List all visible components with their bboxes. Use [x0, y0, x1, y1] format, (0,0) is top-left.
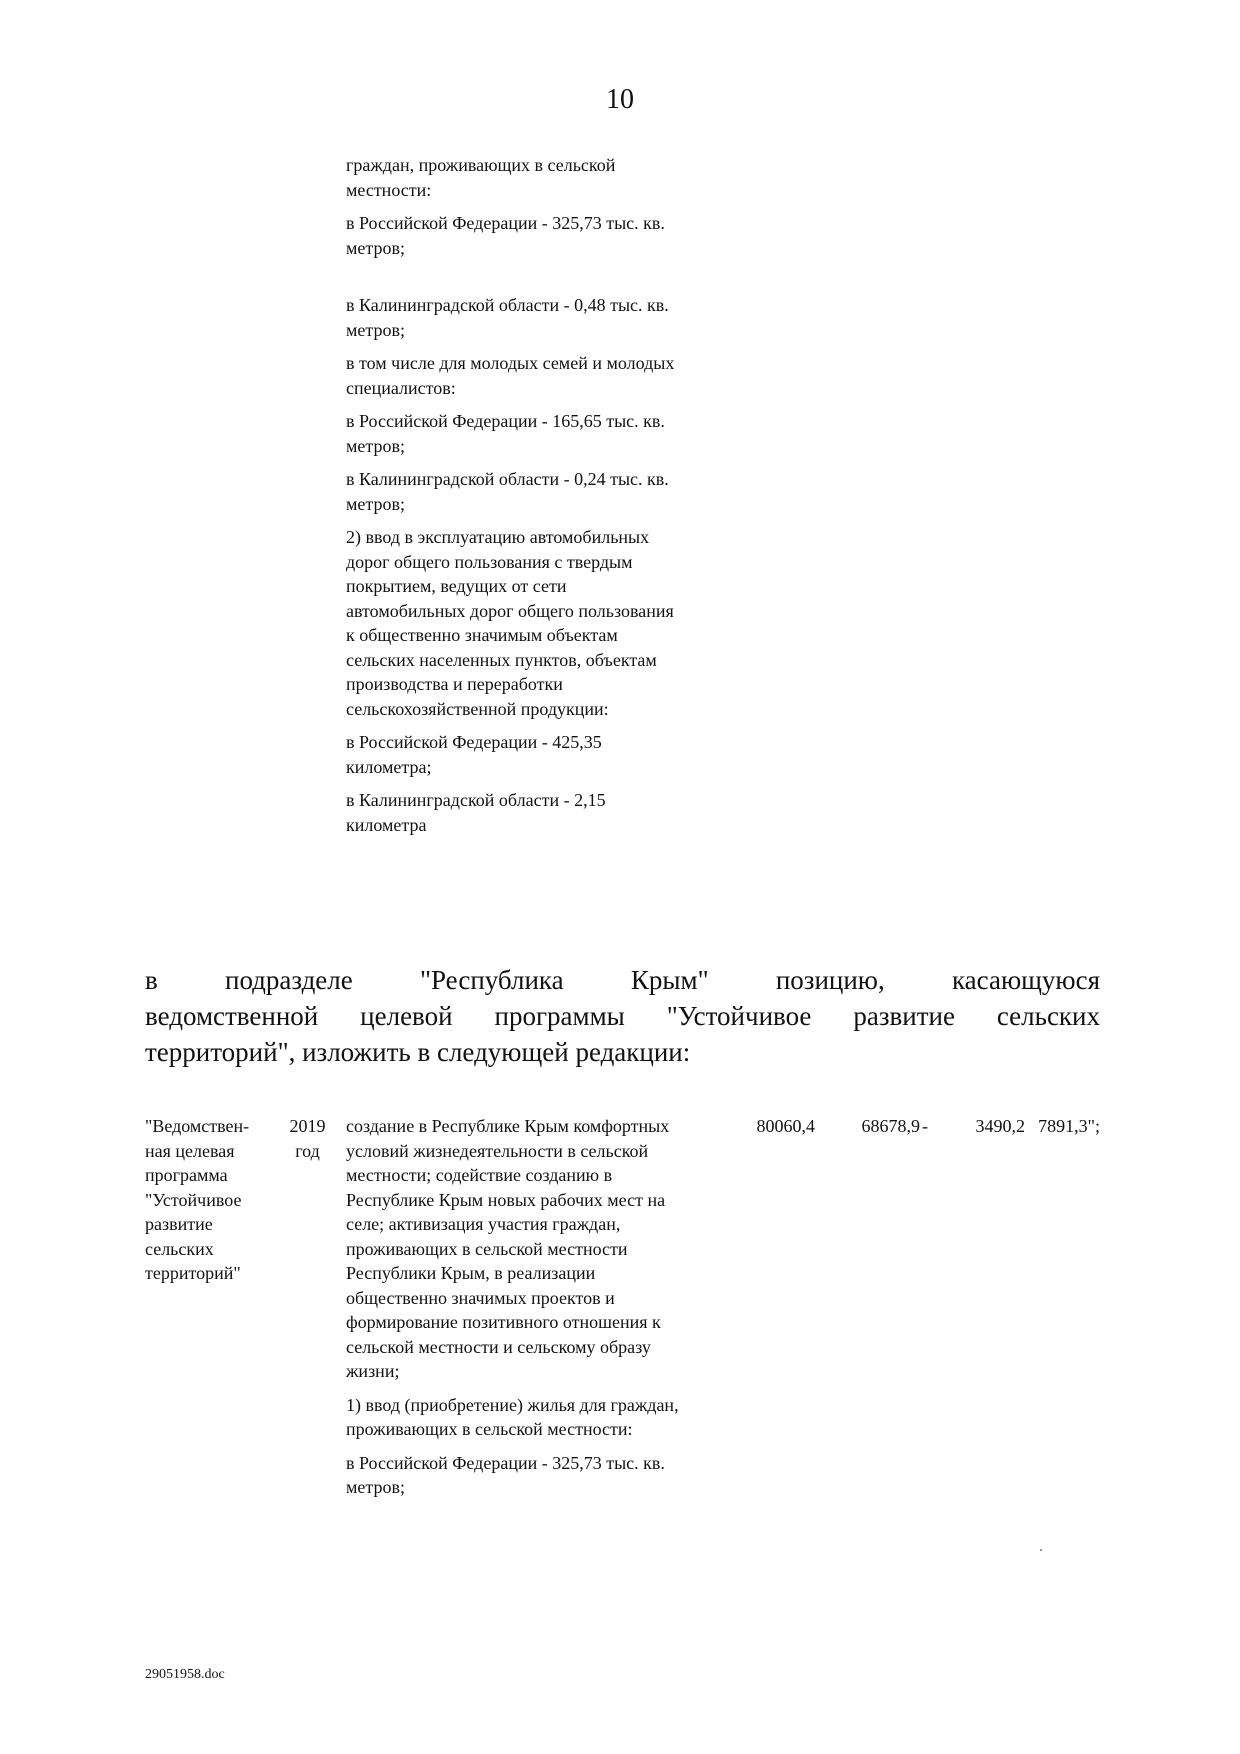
- year-cell: 2019 год: [289, 1116, 326, 1161]
- paragraph: в том числе для молодых семей и молодых специалистов:: [346, 353, 675, 398]
- value-regional: 3490,2: [975, 1116, 1025, 1136]
- instruction-paragraph: [145, 962, 1100, 1070]
- instruction-line: в подразделе "Республика Крым" позицию, касающуюся: [145, 965, 1100, 995]
- paragraph: в Калининградской области - 2,15 километра: [346, 790, 606, 835]
- value-other: 7891,3";: [1038, 1116, 1100, 1136]
- paragraph: в Российской Федерации - 325,73 тыс. кв. метров;: [346, 213, 665, 258]
- description-paragraph: создание в Республике Крым комфортных условий жизнедеятельности в сельской местности; содействие созданию в Республике Крым новых рабочих мест на селе; активизация участия граждан, проживающих в сельской местности Республики Крым, в реализации общественно значимых проектов и формирование позитивного отношения к сельской местности и сельскому образу жизни;: [346, 1116, 670, 1381]
- paragraph: 2) ввод в эксплуатацию автомобильных дорог общего пользования с твердым покрытием, ведущих от сети автомобильных дорог общего пользования к общественно значимым объектам сельских населенных пунктов, объектам производства и переработки сельскохозяйственной продукции:: [346, 527, 674, 719]
- continuation-column: [346, 153, 686, 846]
- instruction-line: ведомственной целевой программы "Устойчивое развитие сельских: [145, 1001, 1100, 1031]
- footer-filename: 29051958.doc: [145, 1667, 225, 1682]
- page-number: 10: [606, 84, 634, 115]
- paragraph: в Российской Федерации - 165,65 тыс. кв. метров;: [346, 411, 665, 456]
- value-federal: 68678,9: [861, 1116, 920, 1136]
- paragraph: в Калининградской области - 0,48 тыс. кв. метров;: [346, 295, 669, 340]
- value-dash: -: [922, 1116, 928, 1136]
- description-cell: [346, 1114, 686, 1509]
- description-paragraph: 1) ввод (приобретение) жилья для граждан, проживающих в сельской местности:: [346, 1394, 679, 1439]
- paragraph: граждан, проживающих в сельской местности:: [346, 155, 616, 200]
- value-total: 80060,4: [756, 1116, 815, 1136]
- program-name-cell: "Ведомствен-ная целевая программа "Устойчивое развитие сельских территорий": [145, 1116, 250, 1283]
- scan-speck: [1040, 1549, 1042, 1551]
- description-paragraph: в Российской Федерации - 325,73 тыс. кв. метров;: [346, 1452, 665, 1497]
- paragraph: в Калининградской области - 0,24 тыс. кв. метров;: [346, 469, 669, 514]
- paragraph: в Российской Федерации - 425,35 километра;: [346, 732, 602, 777]
- instruction-line: территорий", изложить в следующей редакции:: [145, 1037, 691, 1067]
